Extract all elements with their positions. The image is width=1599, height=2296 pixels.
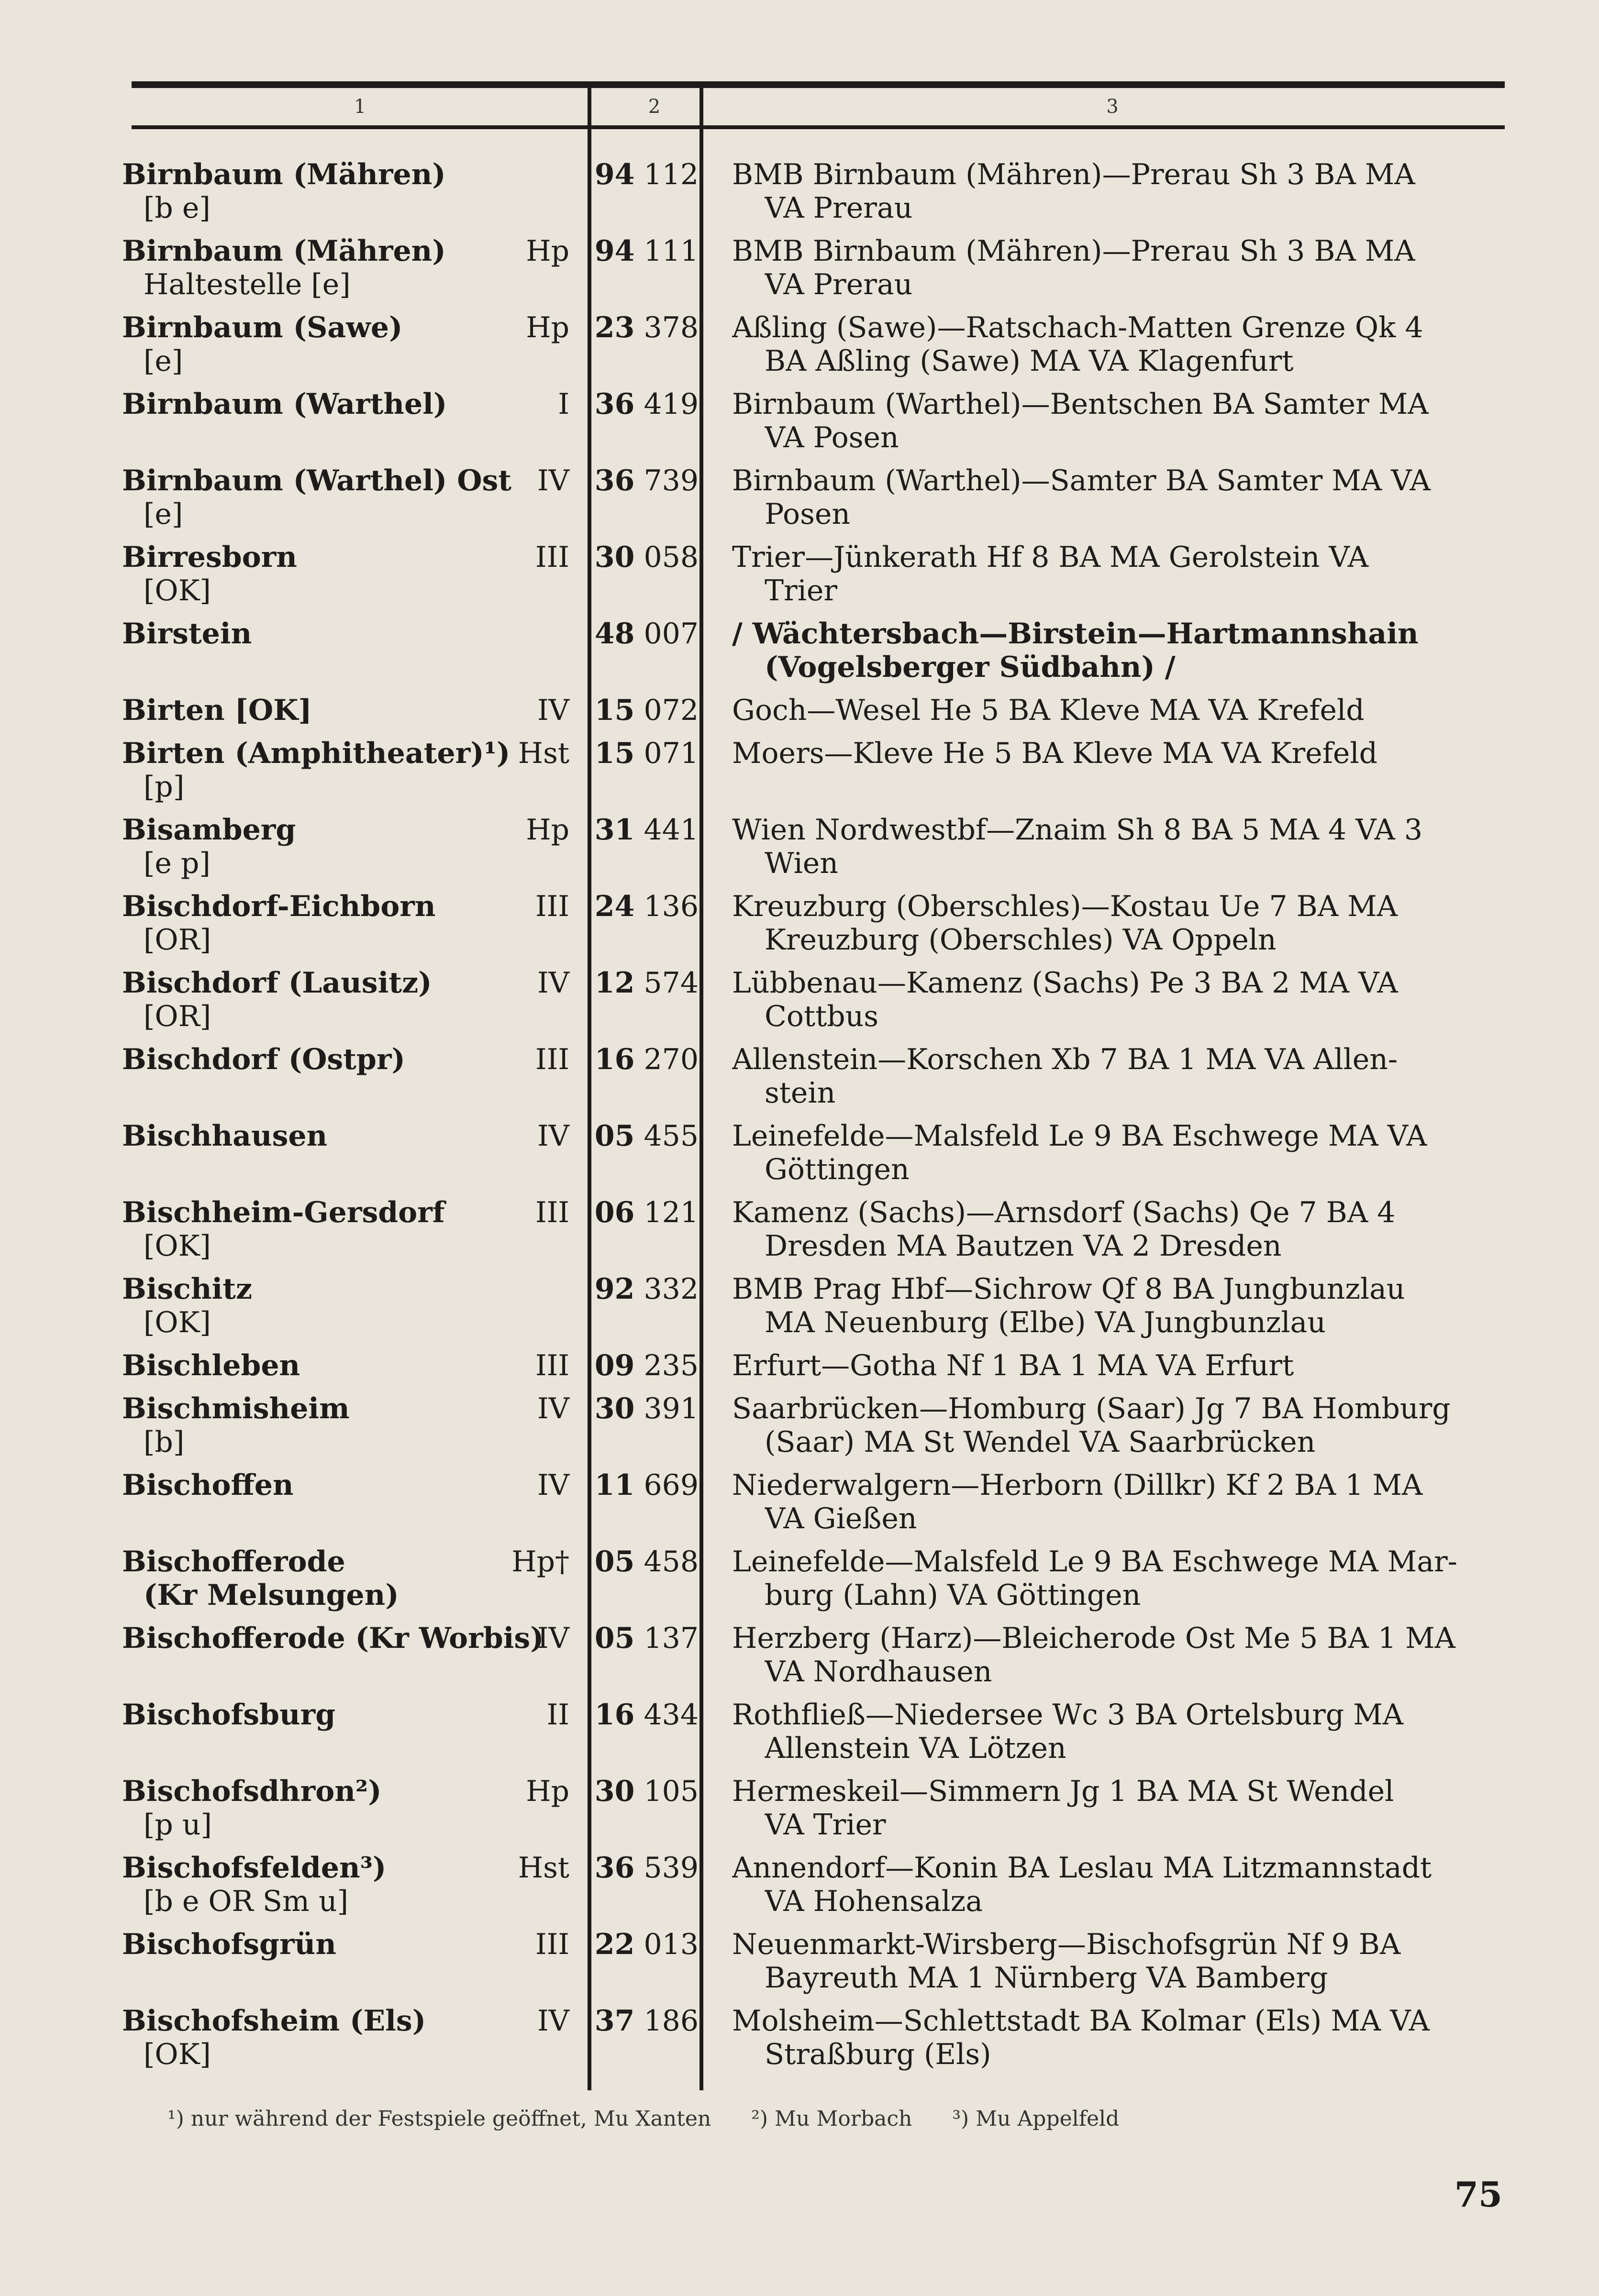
station-number — [593, 1851, 699, 1885]
station-class: IV — [537, 694, 569, 727]
station-note: [b e OR Sm u] — [144, 1885, 349, 1918]
station-number — [593, 1349, 699, 1382]
station-name: Bischofsfelden³) — [122, 1851, 387, 1885]
station-name: Birten (Amphitheater)¹) — [122, 737, 511, 770]
station-class: IV — [537, 464, 569, 497]
station-number-prefix: 94 — [594, 234, 635, 268]
route-description-continued: Straßburg (Els) — [765, 2038, 991, 2071]
station-number-prefix: 05 — [594, 1119, 635, 1153]
station-name: Bischmisheim — [122, 1392, 350, 1425]
station-entry — [0, 890, 1599, 966]
route-description-continued: VA Posen — [765, 421, 899, 454]
station-number — [593, 1196, 699, 1229]
route-description: BMB Birnbaum (Mähren)—Prerau Sh 3 BA MA — [732, 158, 1415, 191]
station-entry — [0, 1545, 1599, 1622]
station-class: III — [535, 541, 569, 574]
route-description: BMB Prag Hbf—Sichrow Qf 8 BA Jungbunzlau — [732, 1272, 1405, 1306]
station-note: Haltestelle [e] — [144, 268, 351, 301]
route-description-continued: Cottbus — [765, 1000, 879, 1033]
station-number-suffix: 455 — [644, 1119, 699, 1153]
station-note: [b e] — [144, 191, 211, 225]
station-number-suffix: 434 — [644, 1698, 699, 1732]
station-number — [593, 1272, 699, 1306]
top-rule — [132, 81, 1505, 88]
station-name: Bischofferode — [122, 1545, 345, 1578]
route-description: Annendorf—Konin BA Leslau MA Litzmannstadt — [732, 1851, 1432, 1885]
station-number — [593, 737, 699, 770]
station-number-suffix: 013 — [644, 1928, 699, 1961]
station-number-suffix: 574 — [644, 966, 699, 1000]
station-name: Birnbaum (Sawe) — [122, 311, 403, 344]
station-number — [593, 966, 699, 1000]
route-description-continued: Posen — [765, 497, 851, 531]
station-entry — [0, 966, 1599, 1043]
station-name: Birnbaum (Warthel) Ost — [122, 464, 511, 497]
station-name: Bischofsdhron²) — [122, 1775, 382, 1808]
station-number — [593, 1545, 699, 1578]
route-description: Kamenz (Sachs)—Arnsdorf (Sachs) Qe 7 BA 4 — [732, 1196, 1396, 1229]
station-name: Birresborn — [122, 541, 297, 574]
station-number-suffix: 186 — [644, 2004, 699, 2038]
station-note: [e p] — [144, 847, 211, 880]
route-description-continued: stein — [765, 1076, 836, 1110]
station-class: III — [535, 1043, 569, 1076]
station-number — [593, 694, 699, 727]
station-name: Bischitz — [122, 1272, 253, 1306]
station-number-suffix: 072 — [644, 694, 699, 727]
station-number-prefix: 48 — [594, 617, 635, 651]
station-entry — [0, 1622, 1599, 1698]
station-note: [OR] — [144, 1000, 211, 1033]
footnote-2: ²) Mu Morbach — [751, 2107, 912, 2131]
station-number — [593, 234, 699, 268]
station-name: Bisamberg — [122, 813, 296, 847]
station-number-suffix: 270 — [644, 1043, 699, 1076]
route-description-continued: Bayreuth MA 1 Nürnberg VA Bamberg — [765, 1961, 1328, 1995]
station-note: [OK] — [144, 574, 211, 607]
station-note: [p u] — [144, 1808, 212, 1842]
station-number-prefix: 15 — [594, 737, 635, 770]
station-number-prefix: 36 — [594, 1851, 635, 1885]
station-name: Birten [OK] — [122, 694, 312, 727]
station-number — [593, 1392, 699, 1425]
station-entry — [0, 1698, 1599, 1775]
route-description-continued: Wien — [765, 847, 838, 880]
station-entry — [0, 2004, 1599, 2081]
station-class: Hp† — [511, 1545, 569, 1578]
station-class: II — [546, 1698, 569, 1732]
station-name: Birnbaum (Mähren) — [122, 158, 446, 191]
route-description-continued: (Saar) MA St Wendel VA Saarbrücken — [765, 1425, 1316, 1459]
station-number-prefix: 30 — [594, 1392, 635, 1425]
route-description: Erfurt—Gotha Nf 1 BA 1 MA VA Erfurt — [732, 1349, 1294, 1382]
station-name: Bischleben — [122, 1349, 300, 1382]
station-number — [593, 1775, 699, 1808]
station-entry — [0, 387, 1599, 464]
station-number — [593, 1698, 699, 1732]
station-number — [593, 464, 699, 497]
station-entry — [0, 1119, 1599, 1196]
route-description-continued: burg (Lahn) VA Göttingen — [765, 1578, 1141, 1612]
station-number-prefix: 94 — [594, 158, 635, 191]
station-class: IV — [537, 2004, 569, 2038]
route-description: Herzberg (Harz)—Bleicherode Ost Me 5 BA 1 MA — [732, 1622, 1455, 1655]
station-name: Bischhausen — [122, 1119, 328, 1153]
station-entry — [0, 464, 1599, 541]
route-description: Allenstein—Korschen Xb 7 BA 1 MA VA Allen- — [732, 1043, 1398, 1076]
station-name: Birnbaum (Mähren) — [122, 234, 446, 268]
station-number — [593, 1043, 699, 1076]
station-entry — [0, 1392, 1599, 1468]
station-number-prefix: 15 — [594, 694, 635, 727]
footnote-1: ¹) nur während der Festspiele geöffnet, Mu Xanten — [167, 2107, 711, 2131]
station-number — [593, 158, 699, 191]
station-note: [OK] — [144, 1306, 211, 1339]
station-number — [593, 311, 699, 344]
station-number-prefix: 16 — [594, 1698, 635, 1732]
station-number-suffix: 391 — [644, 1392, 699, 1425]
route-description: Rothfließ—Niedersee Wc 3 BA Ortelsburg MA — [732, 1698, 1404, 1732]
station-name: Birnbaum (Warthel) — [122, 387, 447, 421]
station-class: IV — [537, 1392, 569, 1425]
station-entry — [0, 158, 1599, 234]
station-number — [593, 1119, 699, 1153]
station-name: Bischofsheim (Els) — [122, 2004, 426, 2038]
route-description: Neuenmarkt-Wirsberg—Bischofsgrün Nf 9 BA — [732, 1928, 1401, 1961]
station-number-suffix: 058 — [644, 541, 699, 574]
station-entry — [0, 1928, 1599, 2004]
station-number-suffix: 539 — [644, 1851, 699, 1885]
station-note: [p] — [144, 770, 185, 804]
station-number-prefix: 31 — [594, 813, 635, 847]
station-class: IV — [537, 1119, 569, 1153]
station-number — [593, 1622, 699, 1655]
column-header-1: 1 — [354, 96, 366, 118]
station-number — [593, 387, 699, 421]
footnotes — [167, 2105, 1459, 2133]
route-description: Birnbaum (Warthel)—Bentschen BA Samter MA — [732, 387, 1429, 421]
station-class: IV — [537, 1622, 569, 1655]
station-class: IV — [537, 1468, 569, 1502]
station-number-prefix: 30 — [594, 541, 635, 574]
station-note: (Kr Melsungen) — [144, 1578, 399, 1612]
station-entry — [0, 617, 1599, 694]
route-description-continued: Kreuzburg (Oberschles) VA Oppeln — [765, 923, 1277, 957]
station-number-prefix: 36 — [594, 464, 635, 497]
route-description: / Wächtersbach—Birstein—Hartmannshain — [732, 617, 1419, 651]
station-number-prefix: 23 — [594, 311, 635, 344]
station-entry — [0, 1775, 1599, 1851]
route-description-continued: Dresden MA Bautzen VA 2 Dresden — [765, 1229, 1282, 1263]
route-description: Molsheim—Schlettstadt BA Kolmar (Els) MA VA — [732, 2004, 1430, 2038]
route-description-continued: BA Aßling (Sawe) MA VA Klagenfurt — [765, 344, 1294, 378]
station-number-prefix: 22 — [594, 1928, 635, 1961]
station-number-prefix: 37 — [594, 2004, 635, 2038]
station-name: Bischheim-Gersdorf — [122, 1196, 445, 1229]
station-class: III — [535, 1928, 569, 1961]
station-number — [593, 1468, 699, 1502]
column-header-3: 3 — [1106, 96, 1119, 118]
route-description-continued: Trier — [765, 574, 838, 607]
route-description-continued: VA Gießen — [765, 1502, 917, 1535]
station-entry — [0, 1043, 1599, 1119]
station-note: [OK] — [144, 2038, 211, 2071]
station-name: Bischdorf (Lausitz) — [122, 966, 432, 1000]
station-note: [OR] — [144, 923, 211, 957]
station-number-prefix: 11 — [594, 1468, 635, 1502]
station-class: III — [535, 1349, 569, 1382]
route-description: Saarbrücken—Homburg (Saar) Jg 7 BA Homburg — [732, 1392, 1451, 1425]
station-number-prefix: 92 — [594, 1272, 635, 1306]
station-number-prefix: 05 — [594, 1545, 635, 1578]
route-description-continued: (Vogelsberger Südbahn) / — [765, 651, 1176, 684]
route-description: Niederwalgern—Herborn (Dillkr) Kf 2 BA 1 MA — [732, 1468, 1423, 1502]
route-description: Lübbenau—Kamenz (Sachs) Pe 3 BA 2 MA VA — [732, 966, 1398, 1000]
station-number-suffix: 137 — [644, 1622, 699, 1655]
station-name: Bischofsburg — [122, 1698, 336, 1732]
route-description-continued: Allenstein VA Lötzen — [765, 1732, 1066, 1765]
station-number-suffix: 378 — [644, 311, 699, 344]
station-name: Bischdorf (Ostpr) — [122, 1043, 405, 1076]
station-number-suffix: 121 — [644, 1196, 699, 1229]
route-description-continued: VA Hohensalza — [765, 1885, 983, 1918]
station-name: Bischofferode (Kr Worbis) — [122, 1622, 544, 1655]
route-description-continued: MA Neuenburg (Elbe) VA Jungbunzlau — [765, 1306, 1326, 1339]
station-number-prefix: 12 — [594, 966, 635, 1000]
route-description: Leinefelde—Malsfeld Le 9 BA Eschwege MA Mar- — [732, 1545, 1457, 1578]
station-number-prefix: 30 — [594, 1775, 635, 1808]
station-class: Hp — [526, 234, 569, 268]
station-number-suffix: 332 — [644, 1272, 699, 1306]
station-name: Bischdorf-Eichborn — [122, 890, 436, 923]
station-number-suffix: 419 — [644, 387, 699, 421]
station-note: [OK] — [144, 1229, 211, 1263]
station-note: [b] — [144, 1425, 185, 1459]
station-number — [593, 2004, 699, 2038]
station-number-suffix: 111 — [644, 234, 699, 268]
route-description: Wien Nordwestbf—Znaim Sh 8 BA 5 MA 4 VA 3 — [732, 813, 1423, 847]
route-description: Kreuzburg (Oberschles)—Kostau Ue 7 BA MA — [732, 890, 1398, 923]
route-description-continued: VA Trier — [765, 1808, 886, 1842]
route-description: Aßling (Sawe)—Ratschach-Matten Grenze Qk 4 — [732, 311, 1423, 344]
station-number-suffix: 105 — [644, 1775, 699, 1808]
station-number-prefix: 06 — [594, 1196, 635, 1229]
route-description: Hermeskeil—Simmern Jg 1 BA MA St Wendel — [732, 1775, 1394, 1808]
header-rule — [132, 125, 1505, 129]
station-entry — [0, 813, 1599, 890]
station-number-suffix: 071 — [644, 737, 699, 770]
station-entry — [0, 1272, 1599, 1349]
station-entry — [0, 234, 1599, 311]
station-note: [e] — [144, 344, 183, 378]
station-number-suffix: 112 — [644, 158, 699, 191]
route-description: Goch—Wesel He 5 BA Kleve MA VA Krefeld — [732, 694, 1365, 727]
column-header-row — [132, 88, 1505, 125]
page-number: 75 — [1454, 2174, 1502, 2215]
station-number-suffix: 136 — [644, 890, 699, 923]
station-entry — [0, 1196, 1599, 1272]
station-class: Hp — [526, 1775, 569, 1808]
station-class: Hp — [526, 813, 569, 847]
station-number-suffix: 458 — [644, 1545, 699, 1578]
station-number — [593, 541, 699, 574]
station-number-prefix: 05 — [594, 1622, 635, 1655]
footnote-3: ³) Mu Appelfeld — [952, 2107, 1120, 2131]
station-number-prefix: 09 — [594, 1349, 635, 1382]
station-number-suffix: 739 — [644, 464, 699, 497]
station-number-suffix: 007 — [644, 617, 699, 651]
station-entry — [0, 1468, 1599, 1545]
route-description-continued: VA Nordhausen — [765, 1655, 992, 1689]
station-number — [593, 617, 699, 651]
station-number — [593, 890, 699, 923]
station-number-suffix: 235 — [644, 1349, 699, 1382]
station-name: Birstein — [122, 617, 252, 651]
station-class: Hst — [518, 737, 569, 770]
column-header-2: 2 — [648, 96, 661, 118]
station-note: [e] — [144, 497, 183, 531]
route-description: Leinefelde—Malsfeld Le 9 BA Eschwege MA VA — [732, 1119, 1427, 1153]
route-description-continued: Göttingen — [765, 1153, 910, 1186]
route-description: Trier—Jünkerath Hf 8 BA MA Gerolstein VA — [732, 541, 1369, 574]
station-class: III — [535, 1196, 569, 1229]
station-class: Hp — [526, 311, 569, 344]
station-number-prefix: 24 — [594, 890, 635, 923]
route-description-continued: VA Prerau — [765, 268, 913, 301]
station-entry — [0, 541, 1599, 617]
station-name: Bischoffen — [122, 1468, 294, 1502]
station-name: Bischofsgrün — [122, 1928, 336, 1961]
station-class: I — [558, 387, 569, 421]
route-description: BMB Birnbaum (Mähren)—Prerau Sh 3 BA MA — [732, 234, 1415, 268]
route-description: Moers—Kleve He 5 BA Kleve MA VA Krefeld — [732, 737, 1378, 770]
route-description-continued: VA Prerau — [765, 191, 913, 225]
route-description: Birnbaum (Warthel)—Samter BA Samter MA VA — [732, 464, 1431, 497]
station-class: IV — [537, 966, 569, 1000]
station-class: III — [535, 890, 569, 923]
station-number-suffix: 669 — [644, 1468, 699, 1502]
station-entry — [0, 737, 1599, 813]
station-number — [593, 813, 699, 847]
station-number-suffix: 441 — [644, 813, 699, 847]
station-number-prefix: 36 — [594, 387, 635, 421]
station-class: Hst — [518, 1851, 569, 1885]
station-entry — [0, 1851, 1599, 1928]
station-number — [593, 1928, 699, 1961]
station-entry — [0, 311, 1599, 387]
station-number-prefix: 16 — [594, 1043, 635, 1076]
